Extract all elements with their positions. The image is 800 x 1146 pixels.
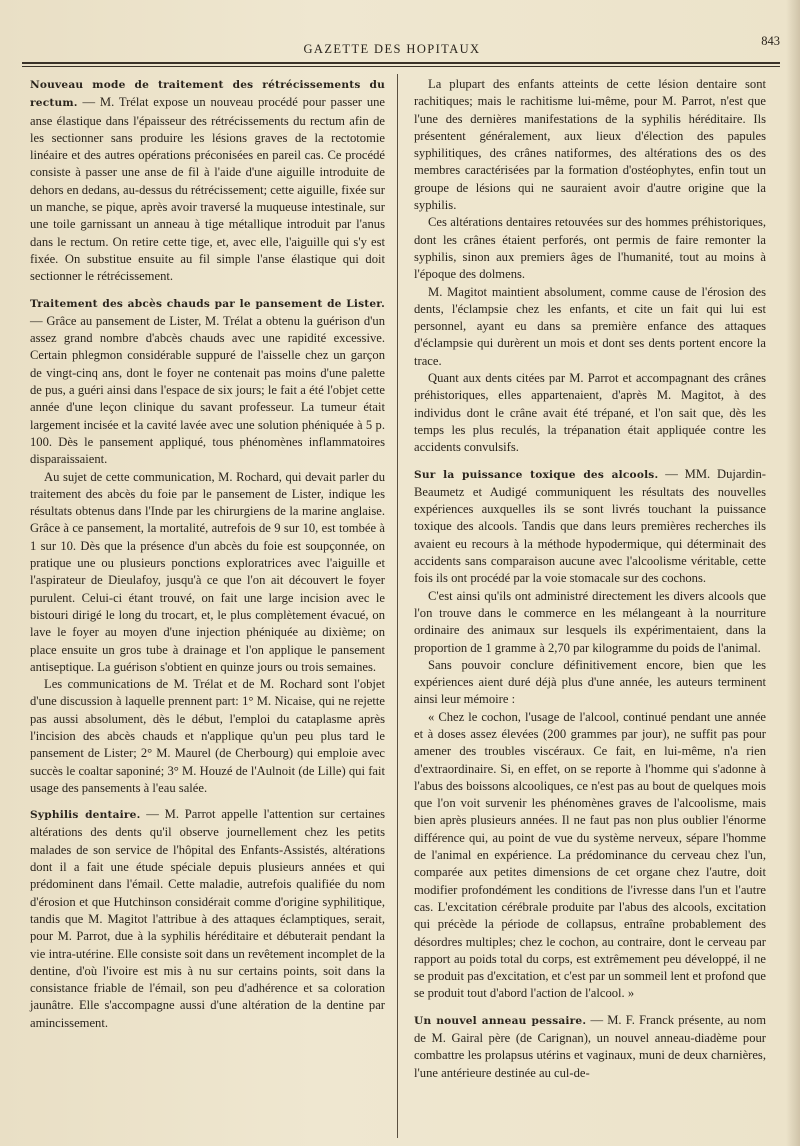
page-edge-shadow bbox=[786, 0, 800, 1146]
section-heading: Syphilis dentaire. bbox=[30, 809, 141, 822]
section-text: — MM. Dujardin-Beaumetz et Audigé communiquent les résultats des nouvelles expériences auxquelles ils se sont livrés touchant la puissance toxique des alcools. Tandis que dans leurs premières recherches ils avaient eu recours à la méthode hypodermique, qui déterminait des accidents sans comparaison aucune avec l'alcoolisme véritable, cette fois ils ont procédé par la voie stomacale sur des cochons. bbox=[414, 466, 766, 586]
paragraph: La plupart des enfants atteints de cette lésion dentaire sont rachitiques; mais le rachitisme lui-même, pour M. Parrot, n'est que l'une des dernières manifestations de la syphilis héréditaire. Ils présentent généralement, aux lieux d'élection des papules syphilitiques, des crânes natiformes, des altérations des os des membres caractérisées par la formation d'ostéophytes, enfin tout un groupe de lésions qui ne sauraient avoir d'autre origine que la syphilis. bbox=[414, 77, 766, 213]
header-rule bbox=[22, 62, 780, 64]
section-text: — Grâce au pansement de Lister, M. Trélat a obtenu la guérison d'un assez grand nombre d'abcès chauds avec une rapidité excessive. Certain phlegmon considérable suppuré de l'aisselle chez un garçon de vingt-cinq ans, dont le foyer ne contenait pas moins d'une palette de pus, a guéri ainsi dans l'espace de six jours; le fait a été l'objet cette année d'une leçon clinique du savant professeur. La tumeur était largement incisée et la cavité lavée avec une solution phéniquée à 5 p. 100. Dès le pansement appliqué, tous phénomènes inflammatoires disparaissaient. bbox=[30, 313, 385, 467]
quoted-paragraph: « Chez le cochon, l'usage de l'alcool, continué pendant une année et à doses assez élevées (200 grammes par jour), ne suffit pas pour amener des troubles viscéraux. Ce fait, en lui-même, n'a rien d'extraordinaire. Si, en effet, on se reporte à l'homme qui s'adonne à l'abus des boissons alcooliques, ce n'est pas au bout de quelques mois que l'on voit survenir les phénomènes graves de l'alcoolisme, mais bien après plusieurs années. Il ne faut pas non plus oublier l'énorme différence qui, au point de vue du système nerveux, sépare l'homme de l'animal en expérience. La prédominance du cerveau chez l'un, comparée aux petites dimensions de cet organe chez l'autre, doit modifier profondément les conditions de l'ivresse dans l'un et l'autre cas. L'excitation cérébrale produite par l'abus des alcools, excitation qui précède la période de collapsus, entraîne probablement des désordres multiples; chez le cochon, au contraire, dont le cerveau par rapport au poids total du corps, est extrêmement peu développé, il ne se produit pas d'excitation, et c'est par un sommeil lent et profond que se produit tout d'abord l'action de l'alcool. » bbox=[414, 709, 766, 1001]
paragraph: Quant aux dents citées par M. Parrot et accompagnant des crânes préhistoriques, elles appartenaient, d'après M. Magitot, à des individus dont le crâne avait été trépané, et l'on sait que, dès les temps les plus reculés, la trépanation était appliquée contre les accidents convulsifs. bbox=[414, 371, 766, 455]
article-section bbox=[30, 295, 385, 469]
page-header bbox=[22, 34, 780, 64]
paragraph: C'est ainsi qu'ils ont administré directement les divers alcools que l'on trouve dans le commerce en les mélangeant à la nourriture ordinaire des animaux sur lesquels ils expérimentaient, dans la proportion de 1 gramme à 2,70 par kilogramme du poids de l'animal. bbox=[414, 588, 766, 655]
article-section bbox=[414, 1012, 766, 1082]
section-heading: Traitement des abcès chauds par le pansement de Lister. bbox=[30, 297, 385, 310]
running-title: GAZETTE DES HOPITAUX bbox=[303, 42, 481, 56]
paragraph: Ces altérations dentaires retouvées sur des hommes préhistoriques, dont les crânes étaient perforés, ont permis de faire remonter la syphilis, sinon aux premiers âges de l'humanité, tout au moins à l'époque des dolmens. bbox=[414, 215, 766, 282]
paragraph: Les communications de M. Trélat et de M. Rochard sont l'objet d'une discussion à laquelle prennent part: 1° M. Nicaise, qui ne rejette pas aussi absolument, dès le début, l'emploi du cataplasme après l'incision des abcès chauds et n'applique qu'un peu plus tard le pansement de Lister; 2° M. Maurel (de Cherbourg) qui emploie avec succès le coaltar saponiné; 3° M. Houzé de l'Aulnoit (de Lille) qui fait usage des pansements à l'eau salée. bbox=[30, 677, 385, 795]
column-divider bbox=[397, 74, 398, 1138]
left-column bbox=[30, 76, 385, 1032]
paragraph: Au sujet de cette communication, M. Rochard, qui devait parler du traitement des abcès du foie par le pansement de Lister, indique les résultats obtenus dans l'Inde par les chirurgiens de la marine anglaise. Grâce à ce pansement, la mortalité, autrefois de 9 sur 10, est tombée à 1 sur 10. Dès que la présence d'un abcès du foie est soupçonnée, on pratique une ou plusieurs ponctions exploratrices avec l'aiguille et l'aspirateur de Dieulafoy, jusqu'à ce que l'on ait découvert le foyer purulent. Celui-ci étant trouvé, on fait une large incision avec le bistouri dirigé le long du trocart, et, le plus complètement évacué, on lave le foyer au moyen d'une injection phéniquée au dixième; on place ensuite un gros tube à drainage et l'on applique le pansement antiseptique. La guérison s'obtient en quinze jours ou trois semaines. bbox=[30, 469, 385, 674]
article-section bbox=[30, 806, 385, 1032]
article-section bbox=[30, 76, 385, 286]
section-heading: Nouveau mode de traitement des rétrécissements du rectum. bbox=[30, 79, 385, 110]
page-number: 843 bbox=[761, 34, 780, 48]
right-column bbox=[414, 76, 766, 1082]
section-text: — M. Parrot appelle l'attention sur certaines altérations des dents qu'il observe journellement chez les petits malades de son service de l'hôpital des Enfants-Assistés, altérations dont il a fait une étude spéciale depuis plusieurs années et qui prédominent dans l'émail. Cette maladie, autrefois qualifiée du nom d'érosion et que Hutchinson considérait comme d'origine syphilitique, tandis que M. Magitot l'attribue à des attaques éclamptiques, serait, pour M. Parrot, due à la syphilis héréditaire et débuterait pendant la vie intra-utérine. Elle consiste soit dans un revêtement incomplet de la dentine, d'où l'ivoire est mis à nu sur certains points, soit dans la consistance friable de l'émail, son peu d'adhérence et sa coloration jaunâtre. Elle s'accompagne aussi d'une altération de la dentine par amincissement. bbox=[30, 807, 385, 1030]
paragraph: Sans pouvoir conclure définitivement encore, bien que les expériences aient duré déjà plus d'une année, les auteurs terminent ainsi leur mémoire : bbox=[414, 657, 766, 707]
section-text: — M. F. Franck présente, au nom de M. Gairal père (de Carignan), un nouvel anneau-diadème pour combattre les prolapsus utérins et vaginaux, muni de deux charnières, l'une antérieure destinée au cul-de- bbox=[414, 1012, 766, 1080]
section-heading: Sur la puissance toxique des alcools. bbox=[414, 468, 659, 481]
section-text: — M. Trélat expose un nouveau procédé pour passer une anse élastique dans l'épaisseur des rétrécissements du rectum afin de les sectionner sans produire les lésions graves de la rectotomie linéaire et des autres opérations préconisées en pareil cas. Ce procédé consiste à passer une anse de fil à l'aide d'une aiguille introduite de dehors en dedans, au-dessus du rétrécissement; cette aiguille, fixée sur un manche, se pique, après avoir traversé la muqueuse intestinale, sur une toile garnissant un anneau à tige métallique introduit par l'anus dans le rectum. On retire cette tige, et, avec elle, l'aiguille qui s'y est fixée. On substitue ensuite au fil simple l'anse élastique qui doit sectionner le rétrécissement. bbox=[30, 95, 385, 284]
article-section bbox=[414, 466, 766, 588]
header-rule-thin bbox=[22, 66, 780, 67]
section-heading: Un nouvel anneau pessaire. bbox=[414, 1014, 587, 1027]
paragraph: M. Magitot maintient absolument, comme cause de l'érosion des dents, l'éclampsie chez les enfants, et cite un fait qui lui est personnel, ayant eu dans sa première enfance des attaques d'éclampsie qui durèrent un mois et dont ses dents portent encore la trace. bbox=[414, 284, 766, 368]
